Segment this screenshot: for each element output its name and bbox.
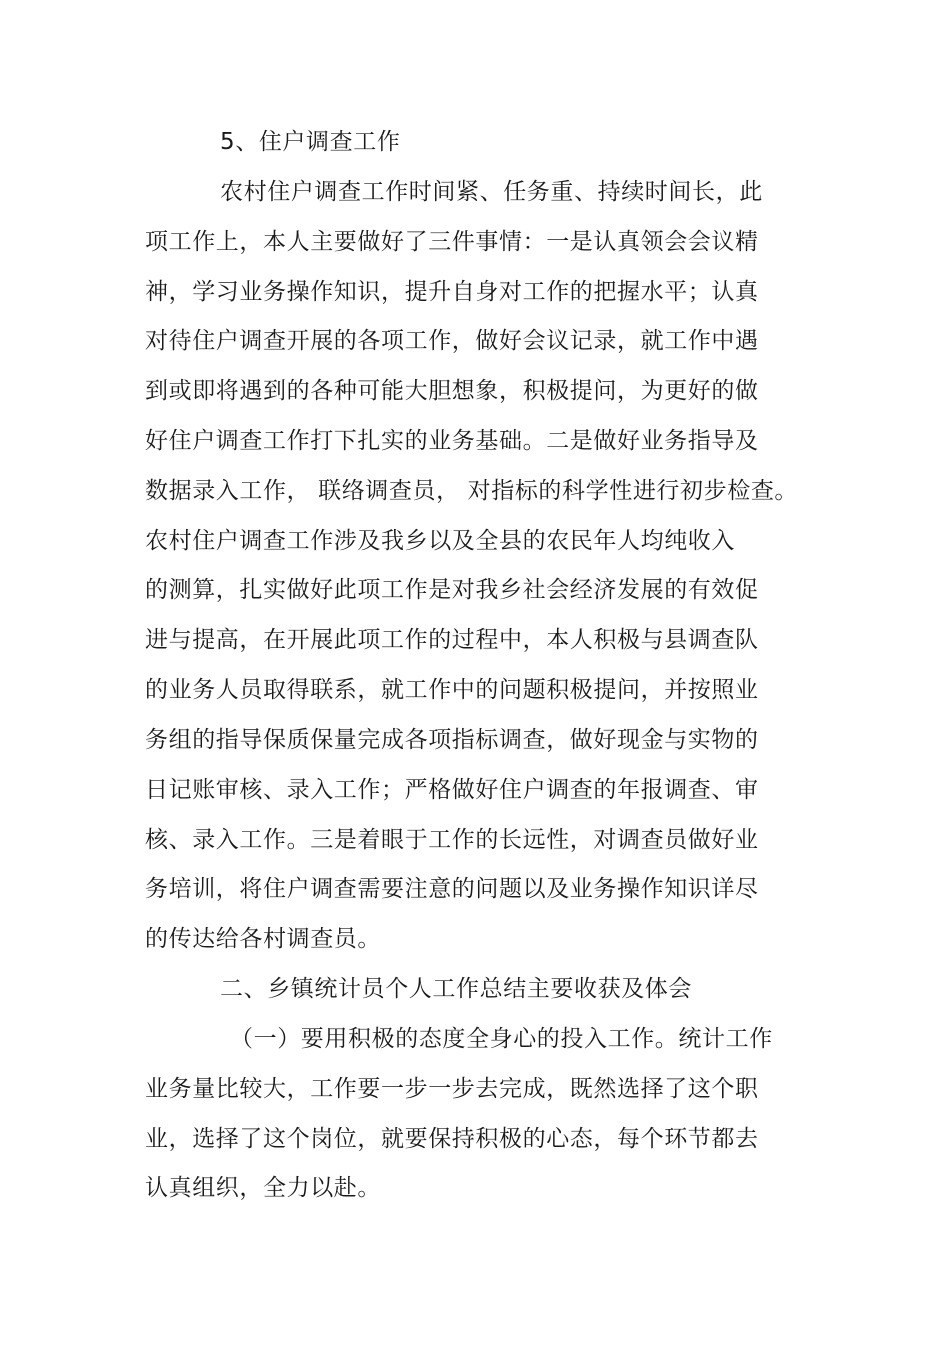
paragraph-line: 务组的指导保质保量完成各项指标调查，做好现金与实物的 — [145, 727, 759, 753]
paragraph-line: 的业务人员取得联系，就工作中的问题积极提问，并按照业 — [145, 677, 759, 703]
paragraph-line: 认真组织，全力以赴。 — [145, 1175, 381, 1201]
paragraph-line: 对待住户调查开展的各项工作，做好会议记录，就工作中遇 — [145, 328, 759, 354]
paragraph-line: 到或即将遇到的各种可能大胆想象，积极提问，为更好的做 — [145, 378, 759, 404]
paragraph-line: 项工作上，本人主要做好了三件事情：一是认真领会会议精 — [145, 229, 759, 255]
paragraph-line: 数据录入工作， 联络调查员， 对指标的科学性进行初步检查。 — [145, 478, 799, 504]
paragraph-line: 好住户调查工作打下扎实的业务基础。二是做好业务指导及 — [145, 428, 759, 454]
paragraph-line: 的传达给各村调查员。 — [145, 926, 381, 952]
paragraph-line: 业，选择了这个岗位，就要保持积极的心态，每个环节都去 — [145, 1126, 759, 1152]
paragraph-line: 的测算，扎实做好此项工作是对我乡社会经济发展的有效促 — [145, 577, 759, 603]
paragraph-line: 农村住户调查工作时间紧、任务重、持续时间长，此 — [220, 179, 763, 205]
paragraph-line: 业务量比较大，工作要一步一步去完成，既然选择了这个职 — [145, 1076, 759, 1102]
paragraph-line: 进与提高，在开展此项工作的过程中，本人积极与县调查队 — [145, 627, 759, 653]
subsection-heading: （一）要用积极的态度全身心的投入工作。统计工作 — [230, 1026, 773, 1052]
section-heading: 5、住户调查工作 — [220, 129, 401, 155]
section-heading: 二、乡镇统计员个人工作总结主要收获及体会 — [220, 976, 692, 1002]
paragraph-line: 日记账审核、录入工作；严格做好住户调查的年报调查、审 — [145, 777, 759, 803]
paragraph-line: 神，学习业务操作知识，提升自身对工作的把握水平；认真 — [145, 279, 759, 305]
paragraph-line: 农村住户调查工作涉及我乡以及全县的农民年人均纯收入 — [145, 528, 735, 554]
paragraph-line: 务培训，将住户调查需要注意的问题以及业务操作知识详尽 — [145, 876, 759, 902]
paragraph-line: 核、录入工作。三是着眼于工作的长远性，对调查员做好业 — [145, 827, 759, 853]
